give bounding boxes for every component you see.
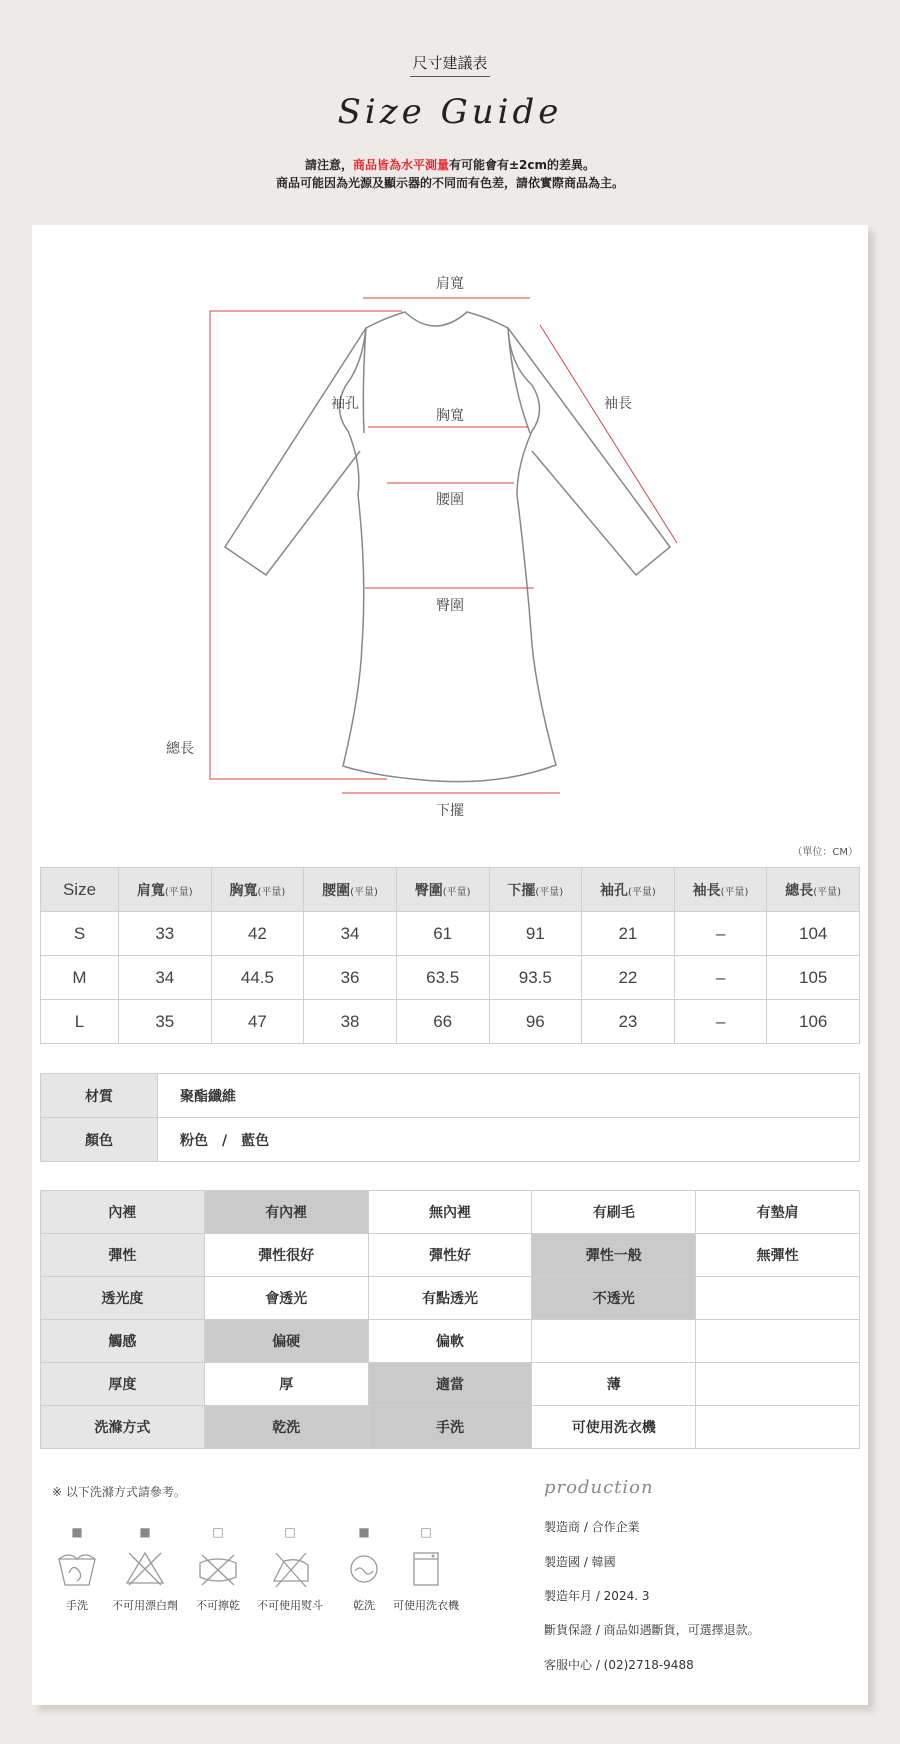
label-length: 總長 (166, 741, 194, 757)
size-table-header-row (41, 868, 860, 912)
table-cell: 23 (582, 1000, 675, 1044)
attribute-option: 厚 (204, 1363, 368, 1406)
attribute-option: 有內裡 (204, 1191, 368, 1234)
color-row (41, 1118, 860, 1162)
table-cell: 91 (489, 912, 582, 956)
table-row (41, 956, 860, 1000)
wash-label: 不可擰乾 (196, 1599, 240, 1612)
table-cell: 22 (582, 956, 675, 1000)
size-guide-card (32, 225, 868, 1705)
table-cell: 104 (767, 912, 860, 956)
label-chest: 胸寬 (436, 408, 464, 424)
column-header: 總長(平量) (767, 868, 860, 912)
wash-note: ※ 以下洗滌方式請參考。 (52, 1485, 186, 1499)
checked-box-icon: ■ (358, 1525, 370, 1539)
attribute-row (41, 1277, 860, 1320)
column-header: 臀圍(平量) (396, 868, 489, 912)
table-cell: 38 (304, 1000, 397, 1044)
table-cell: – (674, 1000, 767, 1044)
attribute-label: 觸感 (41, 1320, 205, 1363)
table-cell: 36 (304, 956, 397, 1000)
attribute-option: 彈性很好 (204, 1234, 368, 1277)
attribute-label: 內裡 (41, 1191, 205, 1234)
attribute-label: 透光度 (41, 1277, 205, 1320)
table-cell: 61 (396, 912, 489, 956)
wash-label: 可使用洗衣機 (393, 1599, 459, 1612)
unchecked-box-icon: □ (212, 1525, 224, 1539)
column-header: 下擺(平量) (489, 868, 582, 912)
attribute-option: 適當 (368, 1363, 532, 1406)
material-label: 材質 (41, 1074, 158, 1118)
table-cell: 105 (767, 956, 860, 1000)
attribute-option: 有點透光 (368, 1277, 532, 1320)
size-cell: M (41, 956, 119, 1000)
attribute-option: 薄 (532, 1363, 696, 1406)
label-sleeve: 袖長 (604, 396, 632, 412)
production-line: 斷貨保證 / 商品如遇斷貨，可選擇退款。 (544, 1623, 760, 1637)
table-cell: 34 (119, 956, 212, 1000)
column-header: 胸寬(平量) (211, 868, 304, 912)
note-line2: 商品可能因為光源及顯示器的不同而有色差，請依實際商品為主。 (275, 176, 624, 190)
column-header: 肩寬(平量) (119, 868, 212, 912)
attribute-row (41, 1234, 860, 1277)
table-cell: 35 (119, 1000, 212, 1044)
table-cell: 96 (489, 1000, 582, 1044)
attribute-row (41, 1363, 860, 1406)
page-subtitle: 尺寸建議表 (410, 54, 489, 77)
attribute-option: 無內裡 (368, 1191, 532, 1234)
attribute-option (696, 1277, 860, 1320)
attribute-row (41, 1406, 860, 1449)
attribute-row (41, 1320, 860, 1363)
attribute-option: 彈性一般 (532, 1234, 696, 1277)
label-shoulder: 肩寬 (436, 276, 464, 292)
table-cell: 47 (211, 1000, 304, 1044)
wash-label: 不可使用熨斗 (257, 1599, 323, 1612)
attribute-label: 洗滌方式 (41, 1406, 205, 1449)
color-value: 粉色 / 藍色 (158, 1118, 860, 1162)
dress-outline-illustration (32, 225, 868, 845)
attribute-option: 偏硬 (204, 1320, 368, 1363)
production-line: 製造年月 / 2024. 3 (544, 1589, 650, 1603)
attribute-option: 可使用洗衣機 (532, 1406, 696, 1449)
size-table (40, 867, 860, 1044)
table-cell: – (674, 956, 767, 1000)
attribute-option: 手洗 (368, 1406, 532, 1449)
attribute-option: 無彈性 (696, 1234, 860, 1277)
attribute-option (696, 1363, 860, 1406)
attributes-table (40, 1190, 860, 1449)
table-cell: 33 (119, 912, 212, 956)
table-cell: 42 (211, 912, 304, 956)
washing-machine-icon (381, 1547, 471, 1595)
table-cell: 63.5 (396, 956, 489, 1000)
table-cell: 44.5 (211, 956, 304, 1000)
material-row (41, 1074, 860, 1118)
table-row (41, 1000, 860, 1044)
size-cell: L (41, 1000, 119, 1044)
size-column-header: Size (41, 868, 119, 912)
page-title: Size Guide (337, 92, 563, 132)
table-cell: 34 (304, 912, 397, 956)
attribute-option: 彈性好 (368, 1234, 532, 1277)
attribute-option (532, 1320, 696, 1363)
note-prefix: 請注意， (304, 158, 353, 172)
label-hem: 下擺 (436, 803, 464, 819)
unit-label: （單位：CM） (792, 847, 858, 858)
color-label: 顏色 (41, 1118, 158, 1162)
table-cell: 21 (582, 912, 675, 956)
note-suffix: 有可能會有±2cm的差異。 (449, 158, 596, 172)
table-cell: 106 (767, 1000, 860, 1044)
label-waist: 腰圍 (436, 492, 464, 508)
label-armhole: 袖孔 (331, 396, 359, 412)
attribute-row (41, 1191, 860, 1234)
table-cell: – (674, 912, 767, 956)
production-line: 客服中心 / (02)2718-9488 (544, 1658, 694, 1672)
note-highlight: 商品皆為水平測量 (352, 158, 449, 172)
attribute-option (696, 1406, 860, 1449)
table-cell: 66 (396, 1000, 489, 1044)
attribute-option: 不透光 (532, 1277, 696, 1320)
attribute-option (696, 1320, 860, 1363)
production-title: production (544, 1477, 654, 1498)
column-header: 袖孔(平量) (582, 868, 675, 912)
wash-label: 不可用漂白劑 (112, 1599, 178, 1612)
attribute-label: 彈性 (41, 1234, 205, 1277)
unchecked-box-icon: □ (420, 1525, 432, 1539)
material-value: 聚酯纖維 (158, 1074, 860, 1118)
wash-label: 乾洗 (353, 1599, 375, 1612)
checked-box-icon: ■ (71, 1525, 83, 1539)
material-color-table (40, 1073, 860, 1162)
checked-box-icon: ■ (139, 1525, 151, 1539)
attribute-option: 會透光 (204, 1277, 368, 1320)
wash-item (381, 1525, 471, 1613)
unchecked-box-icon: □ (284, 1525, 296, 1539)
column-header: 腰圍(平量) (304, 868, 397, 912)
size-cell: S (41, 912, 119, 956)
dress-diagram (32, 225, 868, 845)
measurement-note (0, 156, 900, 192)
production-line: 製造商 / 合作企業 (544, 1520, 640, 1534)
attribute-option: 乾洗 (204, 1406, 368, 1449)
column-header: 袖長(平量) (674, 868, 767, 912)
table-cell: 93.5 (489, 956, 582, 1000)
production-line: 製造國 / 韓國 (544, 1555, 616, 1569)
label-hip: 臀圍 (436, 598, 464, 614)
attribute-option: 有墊肩 (696, 1191, 860, 1234)
attribute-label: 厚度 (41, 1363, 205, 1406)
attribute-option: 有刷毛 (532, 1191, 696, 1234)
table-row (41, 912, 860, 956)
attribute-option: 偏軟 (368, 1320, 532, 1363)
wash-label: 手洗 (66, 1599, 88, 1612)
